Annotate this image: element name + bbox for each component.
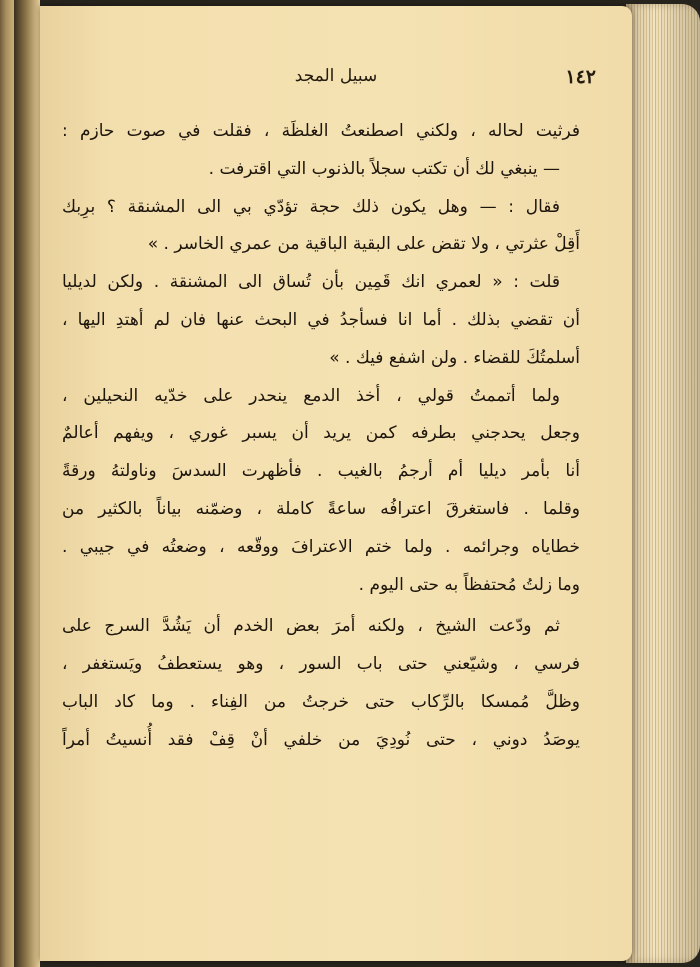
running-title: سبيل المجد [294, 66, 378, 86]
text-line: أنا بأمر ديليا أم أرجمُ بالغيب . فأظهرت السدسَ وناولتهُ ورقةً [62, 461, 580, 482]
text-line: فقال : — وهل يكون ذلك حجة تؤدّي بي الى المشنقة ؟ برِبك [62, 196, 560, 217]
text-line: قلت : « لعمري انك قَمِين بأن تُساق الى المشنقة . ولكن لديليا [62, 272, 560, 293]
text-line: ثم ودّعت الشيخ ، ولكنه أمرَ بعض الخدم أن يَشُدَّ السرج على [62, 616, 560, 637]
page-edges-shade [626, 4, 700, 963]
text-line: أَقِلْ عثرتي ، ولا تقض على البقية الباقية من عمري الخاسر . » [147, 234, 580, 255]
text-line: وظلَّ مُمسكا بالرِّكاب حتى خرجتُ من الفِناء . وما كاد الباب [62, 691, 580, 712]
left-page-edge [0, 0, 14, 967]
text-line: ولما أتممتُ قولي ، أخذ الدمع ينحدر على خدّيه النحيلين ، [62, 385, 560, 406]
body-text [62, 113, 580, 760]
page-header [40, 66, 632, 96]
text-line: — ينبغي لك أن تكتب سجلاً بالذنوب التي اقترفت . [208, 158, 560, 179]
text-line: يوصَدُ دوني ، حتى نُودِيَ من خلفي أنْ قِفْ فقد أُنسيتُ أمراً [62, 729, 580, 750]
text-line: وجعل يحدجني بطرفه كمن يريد أن يسبر غوري ، ويفهم أعالمٌ [62, 423, 580, 444]
page-number: ١٤٢ [565, 66, 596, 88]
text-line: أن تقضي بذلك . أما انا فسأجدُ في البحث عنها فان لم أهتدِ اليها ، [62, 309, 580, 330]
book-gutter [14, 0, 40, 967]
text-line: وقلما . فاستغرقَ اعترافُه ساعةً كاملة ، وضمّنه بياناً بالكثير من [62, 498, 580, 519]
text-line: أسلمتُكَ للقضاء . ولن اشفع فيك . » [329, 347, 580, 368]
text-line: فرسي ، وشيّعني حتى باب السور ، وهو يستعطفُ ويَستغفر ، [62, 654, 580, 675]
text-line: فرثيت لحاله ، ولكني اصطنعتُ الغلظَة ، فقلت في صوت حازم : [62, 121, 580, 141]
text-line: وما زلتُ مُحتفظاً به حتى اليوم . [358, 574, 580, 595]
text-line: خطاياه وجرائمه . ولما ختم الاعترافَ ووقّعه ، وضعتُه في جيبي . [62, 536, 580, 557]
